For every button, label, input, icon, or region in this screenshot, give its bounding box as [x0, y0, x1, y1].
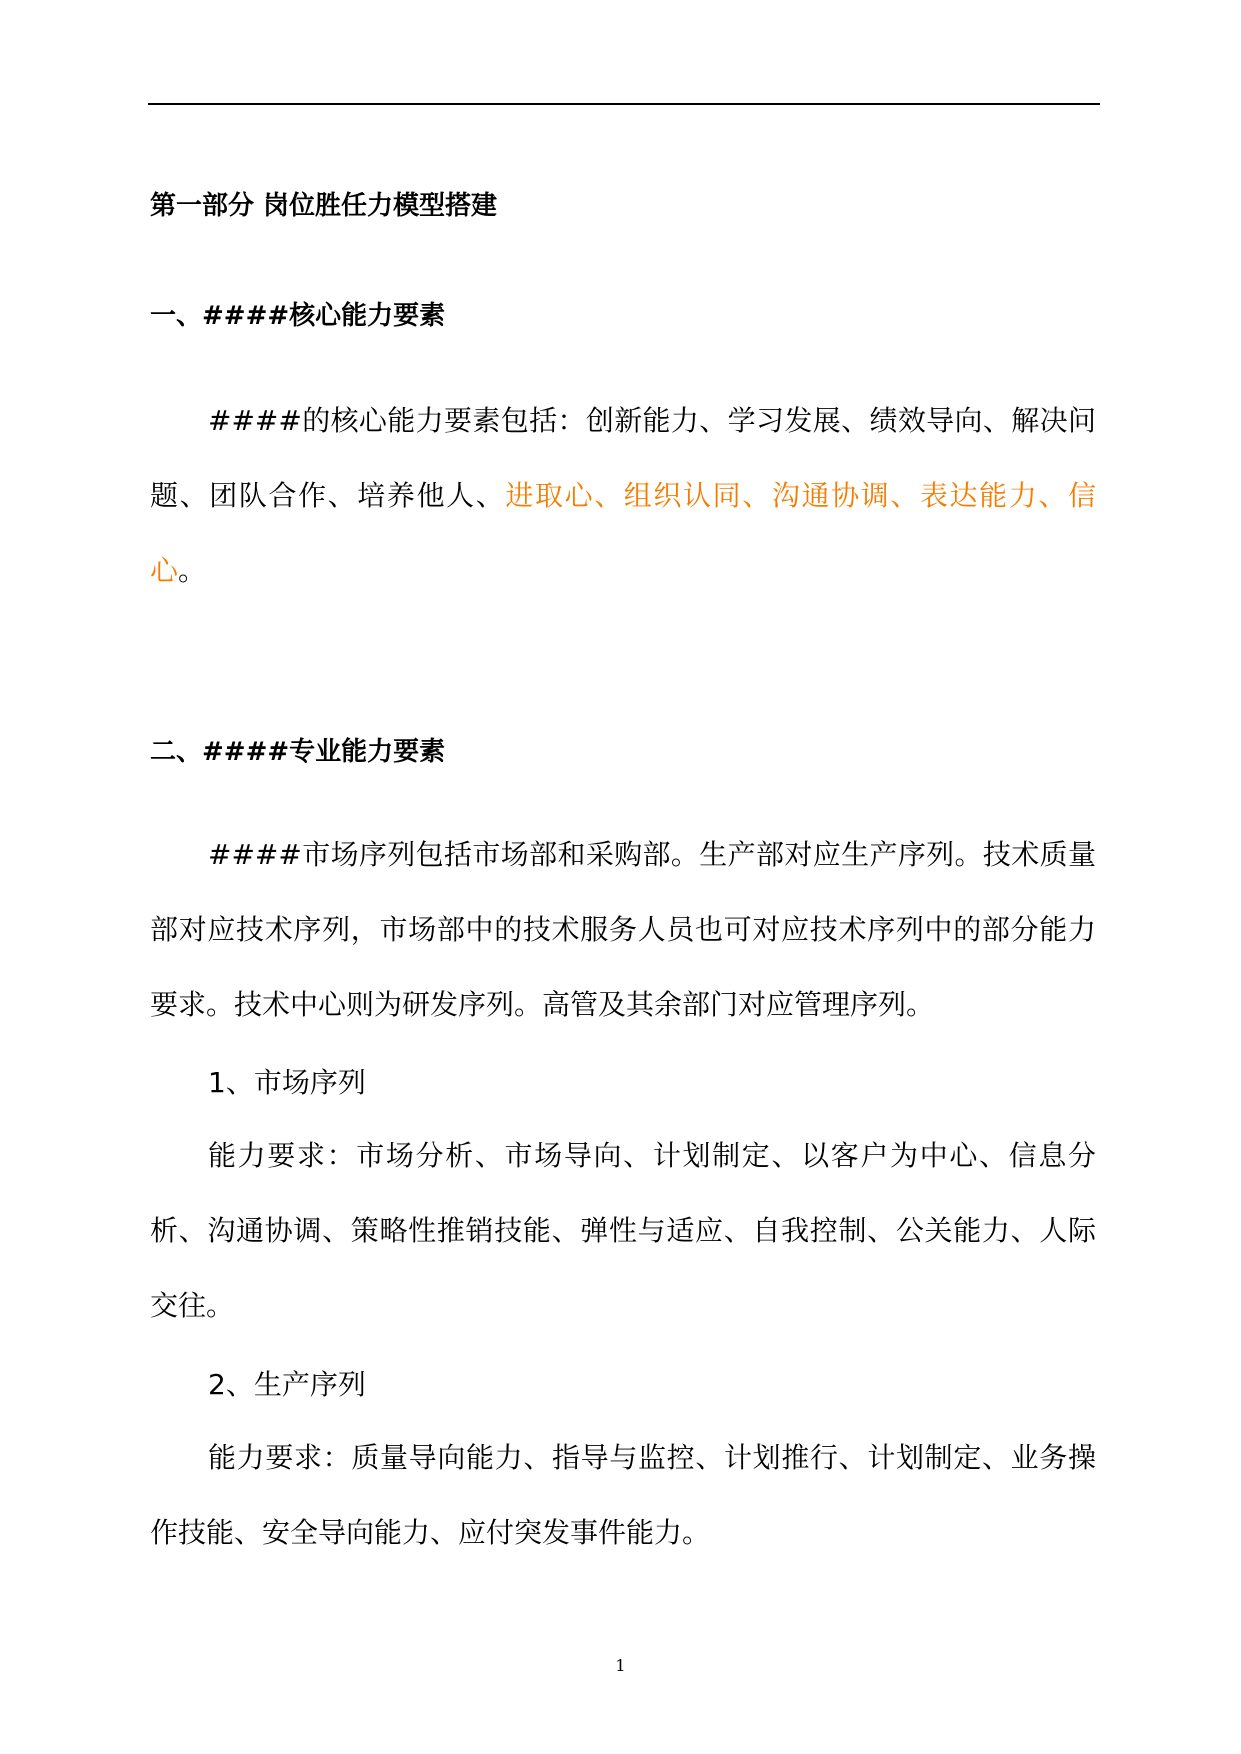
item1-text: 能力要求：市场分析、市场导向、计划制定、以客户为中心、信息分析、沟通协调、策略性推销技能、弹性与适应、自我控制、公关能力、人际交往。: [150, 1139, 1096, 1322]
part-title: 第一部分 岗位胜任力模型搭建: [150, 191, 498, 221]
section1-heading: 一、####核心能力要素: [150, 301, 446, 331]
section1-end: 。: [178, 554, 207, 587]
page-number: 1: [615, 1656, 626, 1675]
item2-title: 2、生产序列: [208, 1368, 366, 1401]
item1-title: 1、市场序列: [208, 1066, 366, 1099]
section1-text: ####的核心能力要素包括：创新能力、学习发展、绩效导向、解决问题、团队合作、培养他人、: [150, 404, 1096, 512]
section1-highlight: 进取心、组织认同、沟通协调、表达能力、信心: [150, 479, 1096, 587]
item2-text: 能力要求：质量导向能力、指导与监控、计划推行、计划制定、业务操作技能、安全导向能力、应付突发事件能力。: [150, 1441, 1096, 1549]
section2-heading: 二、####专业能力要素: [150, 737, 446, 767]
section1-paragraph: [150, 383, 1096, 608]
header-rule: [148, 103, 1100, 105]
section2-intro: ####市场序列包括市场部和采购部。生产部对应生产序列。技术质量部对应技术序列，市场部中的技术服务人员也可对应技术序列中的部分能力要求。技术中心则为研发序列。高管及其余部门对应管理序列。: [150, 838, 1096, 1021]
